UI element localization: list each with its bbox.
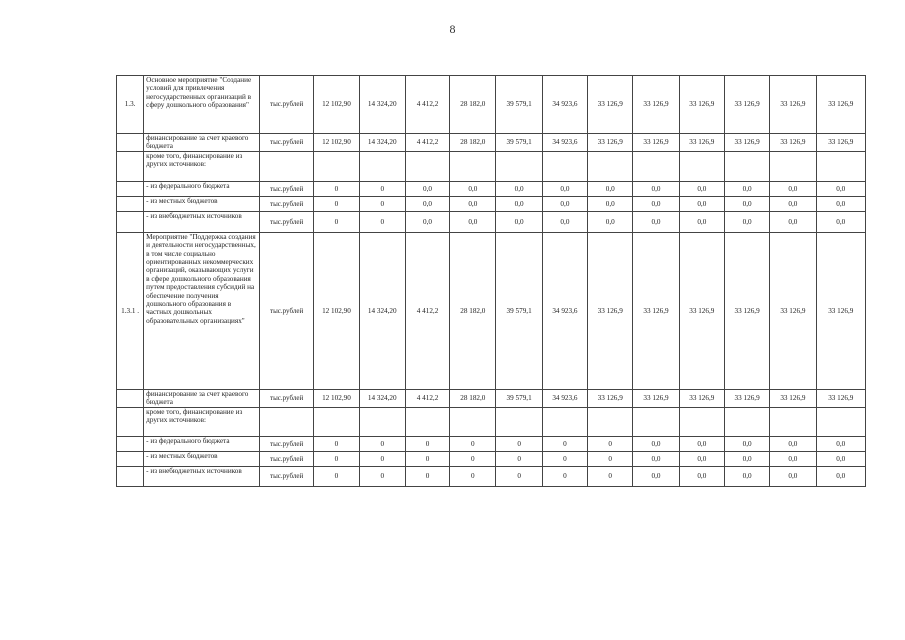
value-cell — [679, 151, 724, 181]
value-cell: 0 — [542, 436, 587, 451]
value-cell: 0 — [314, 436, 359, 451]
value-cell: 33 126,9 — [816, 76, 865, 134]
value-cell: 33 126,9 — [724, 134, 769, 152]
row-code-cell — [117, 436, 144, 451]
value-cell: 0,0 — [816, 211, 865, 232]
table-row — [117, 451, 866, 466]
value-cell: 0,0 — [542, 181, 587, 196]
value-cell: 0 — [588, 466, 633, 486]
value-cell: 0 — [588, 436, 633, 451]
value-cell: 0,0 — [542, 196, 587, 211]
row-code-cell — [117, 134, 144, 152]
table-row — [117, 232, 866, 389]
value-cell: 0 — [405, 466, 449, 486]
value-cell: 4 412,2 — [405, 389, 449, 407]
value-cell: 0,0 — [816, 451, 865, 466]
value-cell — [405, 407, 449, 436]
value-cell — [633, 407, 679, 436]
value-cell — [588, 151, 633, 181]
value-cell: 0,0 — [496, 181, 542, 196]
value-cell: 0,0 — [816, 436, 865, 451]
value-cell: 0,0 — [405, 211, 449, 232]
value-cell: 0,0 — [450, 181, 496, 196]
value-cell: 0 — [542, 466, 587, 486]
row-code-cell — [117, 451, 144, 466]
financing-table — [116, 75, 866, 487]
table-row — [117, 211, 866, 232]
row-unit-cell: тыс.рублей — [259, 196, 313, 211]
value-cell — [588, 407, 633, 436]
value-cell: 39 579,1 — [496, 232, 542, 389]
value-cell: 0 — [496, 451, 542, 466]
value-cell: 14 324,20 — [359, 389, 405, 407]
value-cell: 0,0 — [405, 181, 449, 196]
value-cell: 0,0 — [724, 211, 769, 232]
value-cell — [724, 407, 769, 436]
value-cell: 0,0 — [770, 196, 816, 211]
value-cell: 0 — [405, 451, 449, 466]
table-row — [117, 436, 866, 451]
value-cell: 0 — [314, 211, 359, 232]
value-cell — [496, 151, 542, 181]
value-cell — [450, 151, 496, 181]
value-cell: 28 182,0 — [450, 134, 496, 152]
row-name-cell: - из федерального бюджета — [144, 181, 260, 196]
table-row — [117, 407, 866, 436]
row-code-cell — [117, 181, 144, 196]
row-name-cell: - из федерального бюджета — [144, 436, 260, 451]
value-cell: 34 923,6 — [542, 232, 587, 389]
row-code-cell — [117, 389, 144, 407]
row-name-cell: - из местных бюджетов — [144, 196, 260, 211]
row-unit-cell: тыс.рублей — [259, 466, 313, 486]
row-name-cell: финансирование за счет краевого бюджета — [144, 389, 260, 407]
value-cell: 0,0 — [770, 466, 816, 486]
value-cell: 0,0 — [588, 196, 633, 211]
value-cell — [770, 407, 816, 436]
value-cell: 0,0 — [405, 196, 449, 211]
value-cell: 33 126,9 — [816, 134, 865, 152]
row-code-cell — [117, 196, 144, 211]
value-cell: 12 102,90 — [314, 232, 359, 389]
value-cell: 33 126,9 — [679, 76, 724, 134]
value-cell: 0 — [359, 196, 405, 211]
row-name-cell: Мероприятие "Поддержка создания и деятельности негосударственных, в том числе социально ориентированных некоммерческих организаций, оказывающих услуги в сфере дошкольного образования путем предоставления субсидий на обеспечение получения дошкольного образования в частных дошкольных образовательных организациях" — [144, 232, 260, 389]
value-cell: 0,0 — [816, 181, 865, 196]
value-cell: 0 — [359, 211, 405, 232]
value-cell: 4 412,2 — [405, 232, 449, 389]
value-cell: 0 — [496, 466, 542, 486]
page-number: 8 — [449, 22, 456, 36]
row-unit-cell: тыс.рублей — [259, 389, 313, 407]
value-cell: 0 — [314, 196, 359, 211]
row-name-cell: кроме того, финансирование из других источников: — [144, 151, 260, 181]
value-cell: 0,0 — [633, 436, 679, 451]
value-cell: 0,0 — [633, 196, 679, 211]
value-cell: 4 412,2 — [405, 76, 449, 134]
value-cell: 0,0 — [588, 181, 633, 196]
table-row — [117, 389, 866, 407]
table-row — [117, 134, 866, 152]
value-cell: 39 579,1 — [496, 134, 542, 152]
value-cell: 33 126,9 — [816, 389, 865, 407]
value-cell: 0,0 — [724, 436, 769, 451]
value-cell: 4 412,2 — [405, 134, 449, 152]
value-cell: 0,0 — [633, 451, 679, 466]
row-name-cell: финансирование за счет краевого бюджета — [144, 134, 260, 152]
value-cell — [542, 407, 587, 436]
value-cell: 12 102,90 — [314, 76, 359, 134]
value-cell: 0,0 — [542, 211, 587, 232]
value-cell: 33 126,9 — [679, 389, 724, 407]
value-cell: 33 126,9 — [588, 232, 633, 389]
value-cell: 34 923,6 — [542, 134, 587, 152]
value-cell: 0,0 — [770, 181, 816, 196]
value-cell: 33 126,9 — [588, 76, 633, 134]
table-row — [117, 466, 866, 486]
value-cell: 0,0 — [679, 211, 724, 232]
value-cell: 0,0 — [450, 211, 496, 232]
value-cell — [816, 151, 865, 181]
value-cell — [816, 407, 865, 436]
value-cell: 33 126,9 — [633, 76, 679, 134]
value-cell: 33 126,9 — [633, 134, 679, 152]
value-cell — [359, 407, 405, 436]
value-cell — [770, 151, 816, 181]
value-cell: 14 324,20 — [359, 232, 405, 389]
value-cell: 0,0 — [770, 436, 816, 451]
value-cell: 39 579,1 — [496, 389, 542, 407]
row-name-cell: - из внебюджетных источников — [144, 211, 260, 232]
value-cell: 33 126,9 — [770, 232, 816, 389]
value-cell — [633, 151, 679, 181]
value-cell: 28 182,0 — [450, 76, 496, 134]
row-name-cell: - из местных бюджетов — [144, 451, 260, 466]
value-cell: 0,0 — [633, 466, 679, 486]
value-cell: 0 — [496, 436, 542, 451]
value-cell: 0,0 — [724, 466, 769, 486]
value-cell: 0 — [588, 451, 633, 466]
value-cell — [359, 151, 405, 181]
value-cell: 28 182,0 — [450, 389, 496, 407]
value-cell: 33 126,9 — [633, 389, 679, 407]
value-cell: 14 324,20 — [359, 134, 405, 152]
value-cell — [405, 151, 449, 181]
value-cell — [314, 407, 359, 436]
row-unit-cell: тыс.рублей — [259, 134, 313, 152]
row-unit-cell: тыс.рублей — [259, 181, 313, 196]
value-cell: 0,0 — [724, 451, 769, 466]
value-cell: 0,0 — [496, 211, 542, 232]
value-cell: 0,0 — [588, 211, 633, 232]
value-cell: 0,0 — [450, 196, 496, 211]
row-unit-cell: тыс.рублей — [259, 451, 313, 466]
value-cell — [679, 407, 724, 436]
table-row — [117, 151, 866, 181]
row-name-cell: - из внебюджетных источников — [144, 466, 260, 486]
value-cell — [724, 151, 769, 181]
value-cell: 0,0 — [770, 211, 816, 232]
value-cell: 0,0 — [724, 181, 769, 196]
value-cell: 39 579,1 — [496, 76, 542, 134]
value-cell: 0,0 — [816, 466, 865, 486]
value-cell: 34 923,6 — [542, 389, 587, 407]
value-cell: 12 102,90 — [314, 389, 359, 407]
value-cell: 12 102,90 — [314, 134, 359, 152]
value-cell: 0,0 — [679, 466, 724, 486]
row-code-cell — [117, 407, 144, 436]
value-cell — [496, 407, 542, 436]
value-cell: 33 126,9 — [679, 232, 724, 389]
value-cell: 0 — [314, 451, 359, 466]
row-code-cell — [117, 151, 144, 181]
value-cell: 28 182,0 — [450, 232, 496, 389]
value-cell: 0,0 — [496, 196, 542, 211]
row-name-cell: кроме того, финансирование из других источников: — [144, 407, 260, 436]
row-code-cell: 1.3.1 . — [117, 232, 144, 389]
value-cell: 0 — [359, 436, 405, 451]
row-code-cell — [117, 211, 144, 232]
value-cell: 0,0 — [679, 451, 724, 466]
value-cell: 0,0 — [679, 436, 724, 451]
value-cell: 0,0 — [724, 196, 769, 211]
table-row — [117, 181, 866, 196]
value-cell: 33 126,9 — [724, 232, 769, 389]
value-cell: 0 — [359, 181, 405, 196]
row-unit-cell: тыс.рублей — [259, 76, 313, 134]
table-row — [117, 76, 866, 134]
value-cell — [542, 151, 587, 181]
value-cell: 33 126,9 — [679, 134, 724, 152]
value-cell: 0,0 — [679, 196, 724, 211]
row-code-cell: 1.3. — [117, 76, 144, 134]
row-unit-cell — [259, 151, 313, 181]
value-cell: 0 — [314, 181, 359, 196]
value-cell: 33 126,9 — [770, 76, 816, 134]
value-cell: 0,0 — [816, 196, 865, 211]
table-row — [117, 196, 866, 211]
value-cell: 33 126,9 — [770, 389, 816, 407]
row-unit-cell: тыс.рублей — [259, 436, 313, 451]
row-unit-cell — [259, 407, 313, 436]
value-cell: 0 — [405, 436, 449, 451]
value-cell: 33 126,9 — [633, 232, 679, 389]
row-unit-cell: тыс.рублей — [259, 232, 313, 389]
value-cell: 0 — [450, 466, 496, 486]
value-cell: 0 — [359, 451, 405, 466]
value-cell: 34 923,6 — [542, 76, 587, 134]
value-cell — [314, 151, 359, 181]
value-cell: 0 — [450, 451, 496, 466]
row-unit-cell: тыс.рублей — [259, 211, 313, 232]
value-cell: 33 126,9 — [588, 134, 633, 152]
value-cell: 33 126,9 — [816, 232, 865, 389]
row-code-cell — [117, 466, 144, 486]
value-cell: 0,0 — [633, 211, 679, 232]
value-cell: 0 — [359, 466, 405, 486]
value-cell: 0,0 — [633, 181, 679, 196]
table-body — [117, 76, 866, 487]
value-cell: 33 126,9 — [588, 389, 633, 407]
value-cell: 0 — [542, 451, 587, 466]
value-cell: 0,0 — [770, 451, 816, 466]
value-cell: 33 126,9 — [724, 76, 769, 134]
value-cell: 0 — [450, 436, 496, 451]
value-cell: 33 126,9 — [770, 134, 816, 152]
row-name-cell: Основное мероприятие "Создание условий для привлечения негосударственных организаций в сферу дошкольного образования" — [144, 76, 260, 134]
value-cell: 0 — [314, 466, 359, 486]
value-cell: 0,0 — [679, 181, 724, 196]
value-cell: 33 126,9 — [724, 389, 769, 407]
value-cell: 14 324,20 — [359, 76, 405, 134]
value-cell — [450, 407, 496, 436]
